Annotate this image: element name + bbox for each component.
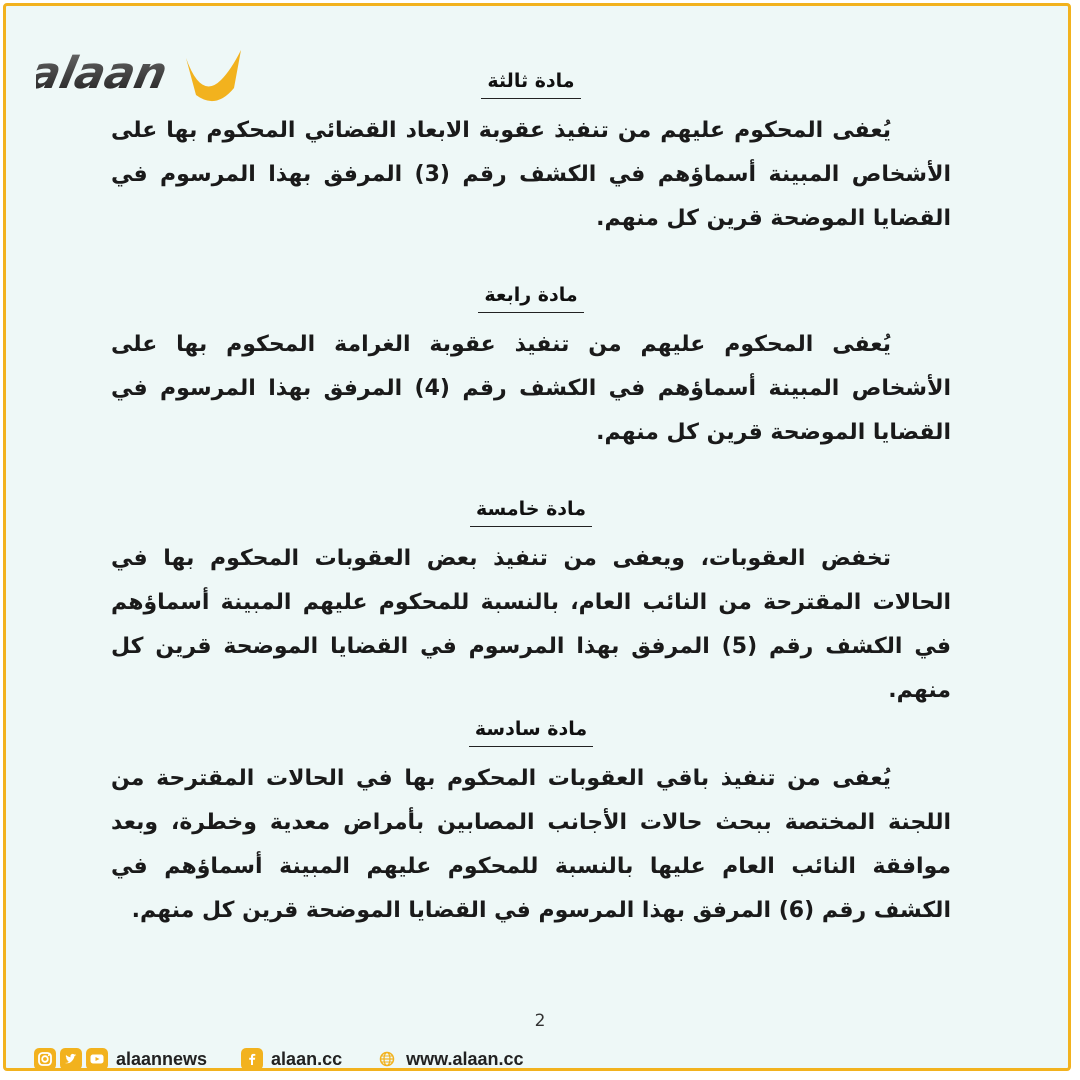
- social-handle[interactable]: alaannews: [116, 1048, 208, 1069]
- facebook-link[interactable]: [241, 1048, 342, 1070]
- facebook-handle[interactable]: alaan.cc: [271, 1048, 343, 1069]
- page-frame: [3, 3, 1071, 1071]
- article-body: يُعفى من تنفيذ باقي العقوبات المحكوم بها في الحالات المقترحة من اللجنة المختصة ببحث حالات الأجانب المصابين بأمراض معدية وخطرة، وبعد موافقة النائب العام عليها بالنسبة للمحكوم عليهم المبينة أسماؤهم في الكشف رقم (6) المرفق بهذا المرسوم في القضايا الموضحة قرين كل منهم.: [111, 766, 951, 923]
- instagram-icon[interactable]: [34, 1048, 56, 1070]
- article-body: يُعفى المحكوم عليهم من تنفيذ عقوبة الابعاد القضائي المحكوم بها على الأشخاص المبينة أسماؤهم في الكشف رقم (3) المرفق بهذا المرسوم في القضايا الموضحة قرين كل منهم.: [111, 118, 951, 231]
- article-title: مادة ثالثة: [111, 68, 951, 99]
- article-body: يُعفى المحكوم عليهم من تنفيذ عقوبة الغرامة المحكوم بها على الأشخاص المبينة أسماؤهم في الكشف رقم (4) المرفق بهذا المرسوم في القضايا الموضحة قرين كل منهم.: [111, 332, 951, 445]
- website-link[interactable]: [376, 1048, 523, 1070]
- article-title: مادة خامسة: [111, 496, 951, 527]
- article-sixth: [111, 716, 951, 933]
- social-links: [34, 1048, 207, 1070]
- globe-icon: [376, 1048, 398, 1070]
- article-title: مادة سادسة: [111, 716, 951, 747]
- article-title: مادة رابعة: [111, 282, 951, 313]
- website-url[interactable]: www.alaan.cc: [406, 1048, 524, 1069]
- youtube-icon[interactable]: [86, 1048, 108, 1070]
- page-number: 2: [534, 1011, 546, 1031]
- article-third: [111, 68, 951, 241]
- facebook-icon: [241, 1048, 263, 1070]
- twitter-icon[interactable]: [60, 1048, 82, 1070]
- article-fourth: [111, 282, 951, 455]
- article-fifth: [111, 496, 951, 713]
- article-body: تخفض العقوبات، ويعفى من تنفيذ بعض العقوبات المحكوم بها في الحالات المقترحة من النائب العام، بالنسبة للمحكوم عليهم المبينة أسماؤهم في الكشف رقم (5) المرفق بهذا المرسوم في القضايا الموضحة قرين كل منهم.: [111, 546, 952, 703]
- svg-text:alaan: alaan: [36, 48, 172, 99]
- footer-bar: [34, 1044, 558, 1074]
